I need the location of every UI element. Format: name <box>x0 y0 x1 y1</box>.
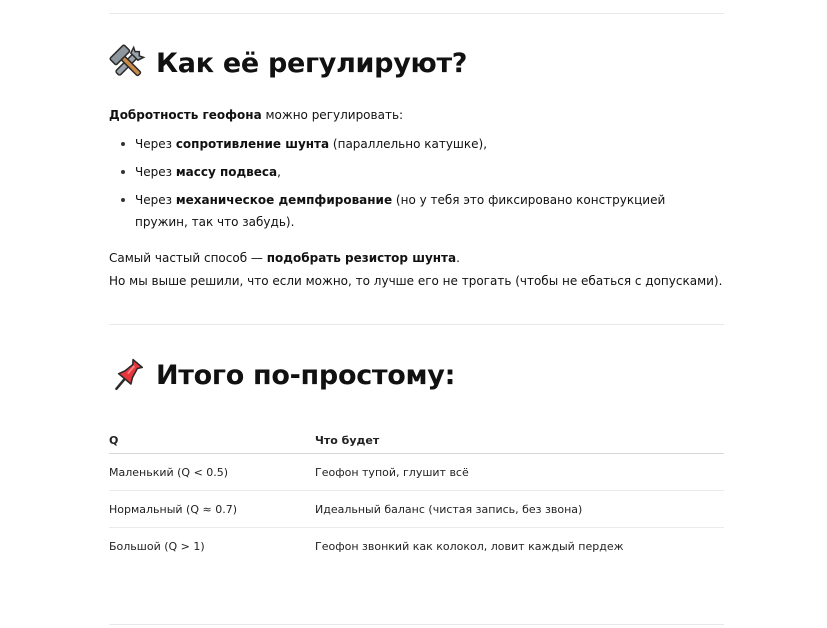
bullet-bold: сопротивление шунта <box>175 137 330 151</box>
list-item <box>109 189 724 233</box>
common-post: . <box>456 251 460 265</box>
section-heading-regulation <box>109 44 467 82</box>
hammer-and-wrench-icon <box>109 44 147 82</box>
bullet-text: Через <box>135 137 176 151</box>
regulation-methods-list <box>109 133 724 239</box>
q-summary-table <box>109 428 724 564</box>
bullet-bold: механическое демпфирование <box>175 193 393 207</box>
table-cell: Идеальный баланс (чистая запись, без звона) <box>315 491 724 528</box>
table-row <box>109 491 724 528</box>
common-pre: Самый частый способ — <box>109 251 267 265</box>
table-cell: Большой (Q > 1) <box>109 539 205 553</box>
bullet-text: (параллельно катушке), <box>329 137 488 151</box>
bullet-text: , <box>277 165 281 179</box>
table-row <box>109 528 724 565</box>
pushpin-icon <box>109 356 147 394</box>
bullet-text: (но у тебя это фиксировано конструкцией пружин, так что забудь). <box>135 193 666 229</box>
heading-text: Итого по-простому: <box>156 359 456 391</box>
table-cell: Маленький (Q < 0.5) <box>109 454 315 491</box>
bullet-bold: массу подвеса <box>175 165 278 179</box>
table-header-row <box>109 428 724 454</box>
bullet-text: Через <box>135 165 176 179</box>
list-item <box>109 133 724 155</box>
table-row <box>109 454 724 491</box>
top-divider <box>109 13 724 14</box>
table-cell: Геофон тупой, глушит всё <box>315 454 724 491</box>
section-divider <box>109 324 724 325</box>
intro-rest: можно регулировать: <box>261 108 404 122</box>
list-item <box>109 161 724 183</box>
intro-bold: Добротность геофона <box>109 108 262 122</box>
column-header-result: Что будет <box>315 428 724 454</box>
common-bold: подобрать резистор шунта <box>266 251 457 265</box>
common-method-paragraph <box>109 247 460 269</box>
table-cell: Геофон звонкий как колокол, ловит каждый пердеж <box>315 539 624 553</box>
column-header-q: Q <box>109 428 315 454</box>
table-cell: Нормальный (Q ≈ 0.7) <box>109 491 315 528</box>
heading-text: Как её регулируют? <box>156 47 468 79</box>
note-paragraph: Но мы выше решили, что если можно, то лучше его не трогать (чтобы не ебаться с допусками). <box>109 274 723 288</box>
bottom-divider <box>109 624 724 625</box>
section-heading-summary <box>109 356 455 394</box>
bullet-text: Через <box>135 193 176 207</box>
intro-paragraph <box>109 104 403 126</box>
